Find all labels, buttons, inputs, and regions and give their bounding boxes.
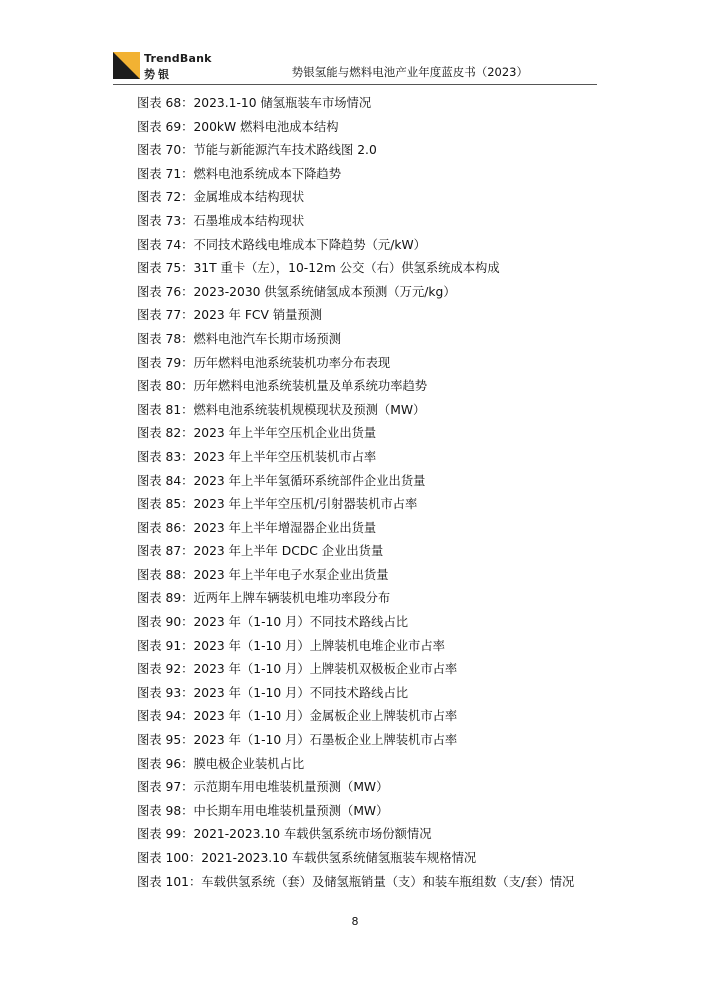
figure-number: 图表 89： (137, 591, 194, 606)
page-header (0, 0, 710, 90)
figure-number: 图表 81： (137, 402, 194, 417)
figure-list-item[interactable] (137, 823, 617, 847)
figure-number: 图表 82： (137, 426, 194, 441)
figure-title: 节能与新能源汽车技术路线图 2.0 (193, 143, 377, 158)
figure-number: 图表 90： (137, 615, 194, 630)
figure-title: 历年燃料电池系统装机量及单系统功率趋势 (193, 379, 428, 394)
figure-list-item[interactable] (137, 210, 617, 234)
figure-title: 2023 年（1-10 月）上牌装机电堆企业市占率 (193, 638, 445, 653)
figure-title: 2023 年 FCV 销量预测 (193, 308, 323, 323)
figure-number: 图表 79： (137, 355, 194, 370)
figure-number: 图表 94： (137, 709, 194, 724)
figure-list-item[interactable] (137, 564, 617, 588)
figure-number: 图表 78： (137, 331, 194, 346)
figure-list-item[interactable] (137, 139, 617, 163)
figure-number: 图表 91： (137, 638, 194, 653)
figure-list-item[interactable] (137, 753, 617, 777)
figure-list-item[interactable] (137, 658, 617, 682)
figure-number: 图表 99： (137, 827, 194, 842)
figure-list-item[interactable] (137, 446, 617, 470)
figure-list-item[interactable] (137, 116, 617, 140)
figure-list-item[interactable] (137, 682, 617, 706)
figure-title: 2023 年（1-10 月）金属板企业上牌装机市占率 (193, 709, 458, 724)
figure-title: 历年燃料电池系统装机功率分布表现 (193, 355, 391, 370)
figure-number: 图表 71： (137, 166, 194, 181)
figure-number: 图表 84： (137, 473, 194, 488)
figure-number: 图表 101： (137, 874, 202, 889)
figure-list-item[interactable] (137, 163, 617, 187)
figure-title: 2023 年上半年空压机企业出货量 (193, 426, 377, 441)
figure-list-item[interactable] (137, 328, 617, 352)
figure-title: 2023 年（1-10 月）石墨板企业上牌装机市占率 (193, 733, 458, 748)
figure-number: 图表 68： (137, 96, 194, 110)
figure-list-item[interactable] (137, 705, 617, 729)
figure-number: 图表 98： (137, 803, 194, 818)
figure-list-item[interactable] (137, 186, 617, 210)
figure-list-item[interactable] (137, 257, 617, 281)
figure-number: 图表 88： (137, 567, 194, 582)
figure-title: 2023 年上半年电子水泵企业出货量 (193, 567, 389, 582)
figure-number: 图表 93： (137, 685, 194, 700)
figure-number: 图表 74： (137, 237, 194, 252)
figure-title: 2023 年上半年 DCDC 企业出货量 (193, 544, 384, 559)
figure-title: 2023 年（1-10 月）不同技术路线占比 (193, 615, 409, 630)
figure-title: 石墨堆成本结构现状 (193, 213, 305, 228)
figure-list-item[interactable] (137, 800, 617, 824)
figure-list-item[interactable] (137, 635, 617, 659)
figure-list (137, 92, 617, 894)
figure-list-item[interactable] (137, 587, 617, 611)
figure-number: 图表 70： (137, 143, 194, 158)
figure-number: 图表 87： (137, 544, 194, 559)
figure-number: 图表 69： (137, 119, 194, 134)
figure-number: 图表 100： (137, 851, 202, 865)
figure-number: 图表 77： (137, 308, 194, 323)
figure-title: 金属堆成本结构现状 (193, 190, 305, 205)
figure-title: 31T 重卡（左），10-12m 公交（右）供氢系统成本构成 (193, 261, 500, 276)
figure-list-item[interactable] (137, 234, 617, 258)
figure-title: 近两年上牌车辆装机电堆功率段分布 (193, 591, 391, 606)
figure-list-item[interactable] (137, 847, 617, 871)
document-title: 势银氢能与燃料电池产业年度蓝皮书（2023） (291, 65, 528, 79)
figure-title: 燃料电池汽车长期市场预测 (193, 331, 342, 346)
figure-number: 图表 95： (137, 733, 194, 748)
figure-title: 2021-2023.10 车载供氢系统市场份额情况 (193, 827, 432, 842)
trendbank-logo (113, 52, 233, 82)
figure-list-item[interactable] (137, 422, 617, 446)
logo-brand-text: TrendBank (144, 52, 212, 65)
figure-title: 2023.1-10 储氢瓶装车市场情况 (193, 96, 372, 110)
figure-title: 2023 年（1-10 月）上牌装机双极板企业市占率 (193, 662, 458, 677)
figure-list-item[interactable] (137, 540, 617, 564)
figure-list-item[interactable] (137, 304, 617, 328)
figure-list-item[interactable] (137, 611, 617, 635)
figure-title: 中长期车用电堆装机量预测（MW） (193, 803, 389, 818)
figure-number: 图表 80： (137, 379, 194, 394)
figure-number: 图表 97： (137, 780, 194, 795)
figure-number: 图表 73： (137, 213, 194, 228)
figure-list-item[interactable] (137, 871, 617, 895)
figure-title: 燃料电池系统装机规模现状及预测（MW） (193, 402, 426, 417)
figure-list-item[interactable] (137, 470, 617, 494)
figure-title: 200kW 燃料电池成本结构 (193, 119, 339, 134)
figure-title: 2023-2030 供氢系统储氢成本预测（万元/kg） (193, 284, 456, 299)
figure-title: 2023 年上半年氢循环系统部件企业出货量 (193, 473, 426, 488)
figure-list-item[interactable] (137, 517, 617, 541)
figure-title: 2023 年上半年空压机/引射器装机市占率 (193, 497, 418, 512)
figure-title: 2023 年（1-10 月）不同技术路线占比 (193, 685, 409, 700)
header-divider (113, 84, 597, 85)
figure-title: 膜电极企业装机占比 (193, 756, 305, 771)
figure-list-item[interactable] (137, 776, 617, 800)
figure-list-item[interactable] (137, 281, 617, 305)
figure-number: 图表 83： (137, 449, 194, 464)
logo-cn-text: 势银 (144, 68, 172, 81)
figure-list-item[interactable] (137, 493, 617, 517)
figure-list-item[interactable] (137, 375, 617, 399)
figure-number: 图表 72： (137, 190, 194, 205)
figure-title: 2023 年上半年增湿器企业出货量 (193, 520, 377, 535)
figure-number: 图表 96： (137, 756, 194, 771)
figure-title: 车载供氢系统（套）及储氢瓶销量（支）和装车瓶组数（支/套）情况 (201, 874, 575, 889)
figure-number: 图表 92： (137, 662, 194, 677)
figure-number: 图表 75： (137, 261, 194, 276)
figure-list-item[interactable] (137, 729, 617, 753)
figure-title: 2023 年上半年空压机装机市占率 (193, 449, 377, 464)
page-number: 8 (351, 915, 359, 928)
figure-number: 图表 76： (137, 284, 194, 299)
figure-title: 2021-2023.10 车载供氢系统储氢瓶装车规格情况 (201, 851, 477, 865)
figure-number: 图表 85： (137, 497, 194, 512)
figure-title: 示范期车用电堆装机量预测（MW） (193, 780, 389, 795)
figure-title: 不同技术路线电堆成本下降趋势（元/kW） (193, 237, 426, 252)
figure-list-item[interactable] (137, 352, 617, 376)
figure-title: 燃料电池系统成本下降趋势 (193, 166, 342, 181)
figure-list-item[interactable] (137, 92, 617, 116)
figure-number: 图表 86： (137, 520, 194, 535)
logo-mark-icon (113, 52, 140, 79)
figure-list-item[interactable] (137, 399, 617, 423)
